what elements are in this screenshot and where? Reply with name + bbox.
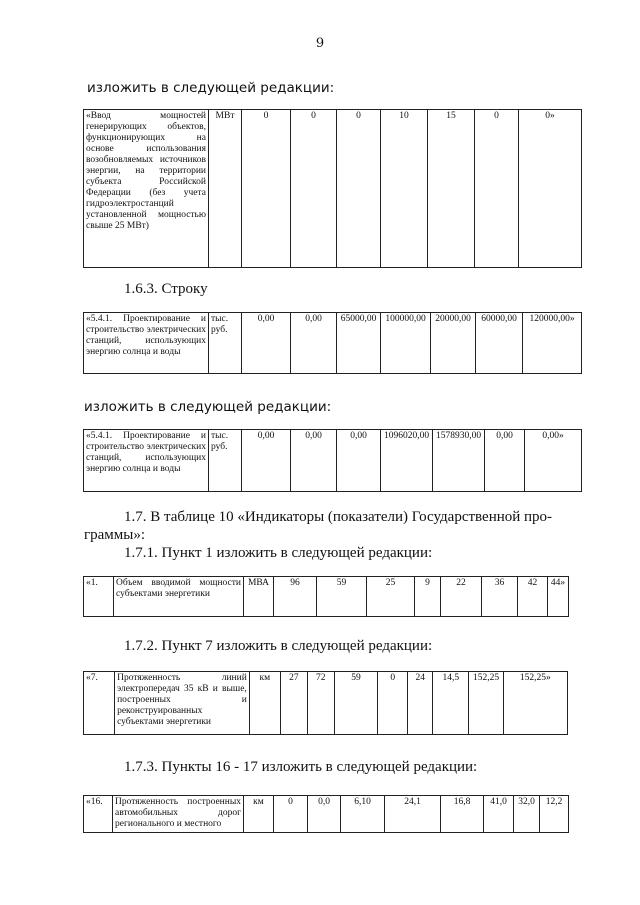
value-cell: 0,0: [308, 796, 341, 833]
value-cell: 25: [367, 577, 415, 617]
unit-cell: тыс. руб.: [209, 430, 242, 492]
table-row: [84, 796, 569, 833]
index-cell: «7.: [84, 672, 115, 735]
index-cell: «16.: [84, 796, 113, 833]
value-cell: 0: [291, 110, 337, 268]
value-cell: 72: [307, 672, 334, 735]
value-cell: 10: [381, 110, 428, 268]
value-cell: 0,00: [291, 313, 337, 374]
heading-172: 1.7.2. Пункт 7 изложить в следующей редакции:: [124, 638, 433, 654]
value-cell: 36: [482, 577, 518, 617]
value-cell: 100000,00: [381, 313, 431, 374]
unit-cell: МВт: [209, 110, 242, 268]
value-cell: 0,00: [337, 430, 381, 492]
value-cell: 27: [280, 672, 307, 735]
value-cell: 120000,00»: [523, 313, 582, 374]
heading-new-edition-2: изложить в следующей редакции:: [84, 399, 332, 415]
heading-new-edition-1: изложить в следующей редакции:: [87, 80, 335, 96]
value-cell: 152,25»: [503, 672, 567, 735]
table-row: [84, 313, 582, 374]
index-cell: «1.: [84, 577, 114, 617]
value-cell: 32,0: [514, 796, 540, 833]
table-solar-water-new: [83, 429, 582, 492]
paragraph-17-line1: 1.7. В таблице 10 «Индикаторы (показатели) Государственной про-: [124, 509, 553, 525]
value-cell: 59: [334, 672, 378, 735]
table-row: [84, 430, 582, 492]
value-cell: 0: [274, 796, 308, 833]
value-cell: 22: [441, 577, 482, 617]
value-cell: 12,2: [540, 796, 569, 833]
value-cell: 42: [518, 577, 548, 617]
value-cell: 0,00: [242, 313, 291, 374]
value-cell: 9: [415, 577, 441, 617]
value-cell: 152,25: [469, 672, 503, 735]
indicator-name-cell: Протяженность построенных автомобильных дорог регионального и местного: [113, 796, 244, 833]
value-cell: 0»: [519, 110, 582, 268]
value-cell: 65000,00: [337, 313, 381, 374]
value-cell: 6,10: [341, 796, 385, 833]
value-cell: 0,00: [485, 430, 525, 492]
page-number: 9: [315, 36, 325, 51]
table-roads: [83, 795, 569, 833]
value-cell: 0: [475, 110, 519, 268]
unit-cell: тыс. руб.: [209, 313, 242, 374]
table-power-lines: [83, 671, 568, 735]
value-cell: 16,8: [441, 796, 484, 833]
value-cell: 20000,00: [431, 313, 476, 374]
value-cell: 59: [317, 577, 367, 617]
value-cell: 1578930,00: [433, 430, 485, 492]
value-cell: 96: [274, 577, 317, 617]
indicator-name-cell: Протяженность линий электропередач 35 кВ и выше, построенных и реконструированных субъектами энергетики: [115, 672, 250, 735]
value-cell: 0: [242, 110, 291, 268]
unit-cell: МВА: [244, 577, 274, 617]
heading-row-163: 1.6.3. Строку: [124, 281, 208, 297]
value-cell: 0,00: [291, 430, 337, 492]
table-generation-capacity: [83, 109, 582, 268]
indicator-name-cell: «5.4.1. Проектирование и строительство электрических станций, использующих энергию солнца и воды: [84, 313, 209, 374]
value-cell: 24: [408, 672, 433, 735]
table-row: [84, 577, 569, 617]
unit-cell: км: [244, 796, 274, 833]
value-cell: 15: [428, 110, 475, 268]
table-row: [84, 110, 582, 268]
table-solar-water-old: [83, 312, 582, 374]
value-cell: 0,00: [242, 430, 291, 492]
heading-173: 1.7.3. Пункты 16 - 17 изложить в следующей редакции:: [124, 759, 478, 775]
indicator-name-cell: «Ввод мощностей генерирующих объектов, функционирующих на основе использования возобновляемых источников энергии, на территории субъекта Российской Федерации (без учета гидроэлектростанций установленной мощностью свыше 25 МВт): [84, 110, 209, 268]
value-cell: 24,1: [385, 796, 441, 833]
paragraph-17-line2: граммы»:: [84, 527, 146, 543]
value-cell: 60000,00: [476, 313, 523, 374]
value-cell: 41,0: [484, 796, 514, 833]
value-cell: 14,5: [433, 672, 469, 735]
indicator-name-cell: «5.4.1. Проектирование и строительство электрических станций, использующих энергию солнца и воды: [84, 430, 209, 492]
value-cell: 44»: [548, 577, 569, 617]
heading-171: 1.7.1. Пункт 1 изложить в следующей редакции:: [124, 545, 433, 561]
table-row: [84, 672, 568, 735]
unit-cell: км: [249, 672, 280, 735]
value-cell: 1096020,00: [381, 430, 433, 492]
indicator-name-cell: Объем вводимой мощности субъектами энергетики: [114, 577, 244, 617]
value-cell: 0,00»: [525, 430, 582, 492]
value-cell: 0: [337, 110, 381, 268]
value-cell: 0: [378, 672, 408, 735]
table-power-capacity: [83, 576, 569, 617]
